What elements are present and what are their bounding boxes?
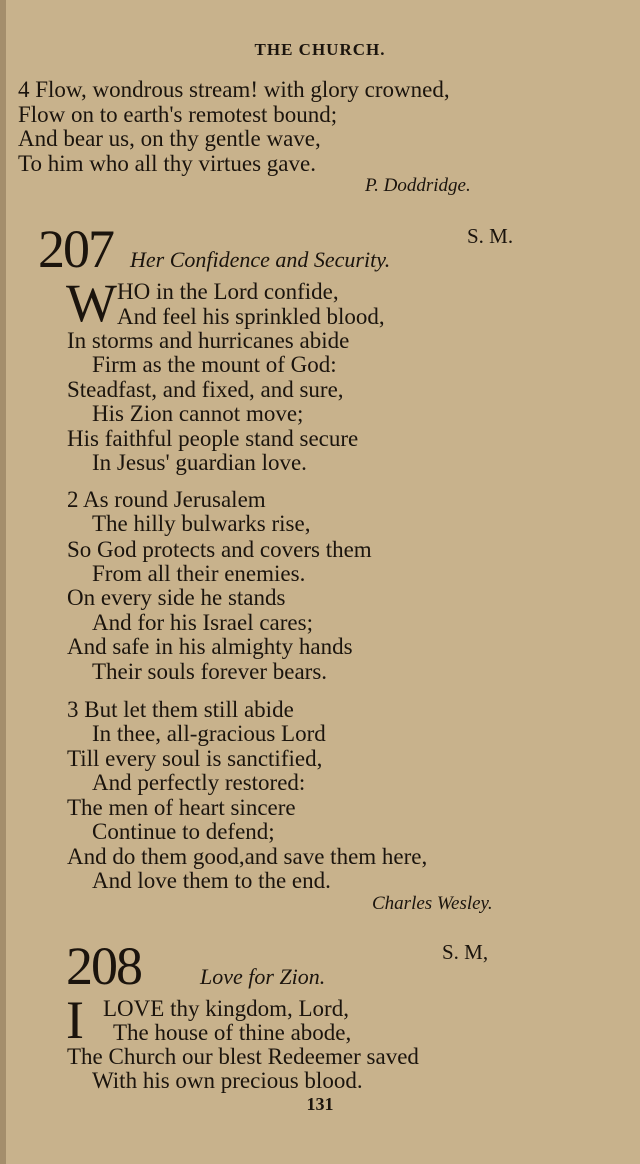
author-attribution: P. Doddridge. (365, 175, 471, 196)
verse-line: And feel his sprinkled blood, (117, 304, 385, 329)
page-edge (0, 0, 6, 1164)
verse-line: And perfectly restored: (92, 770, 306, 795)
page-number: 131 (306, 1094, 334, 1114)
verse-line: Firm as the mount of God: (92, 352, 337, 377)
verse-line: In thee, all-gracious Lord (92, 721, 326, 746)
drop-cap: W (66, 273, 117, 333)
drop-cap: I (66, 990, 84, 1050)
verse-line: 3 But let them still abide (67, 697, 294, 722)
verse-line: With his own precious blood. (92, 1068, 363, 1093)
verse-line: And bear us, on thy gentle wave, (18, 126, 321, 151)
verse-line: 4 Flow, wondrous stream! with glory crowned, (18, 77, 450, 102)
verse-line: Flow on to earth's remotest bound; (18, 102, 338, 127)
verse-line: And do them good,and save them here, (67, 844, 428, 869)
hymn-meter: S. M. (467, 224, 514, 248)
hymn-number: 207 (38, 219, 113, 279)
hymn-title: Her Confidence and Security. (130, 247, 391, 272)
verse-line: The house of thine abode, (113, 1020, 352, 1045)
hymn-meter: S. M, (442, 940, 489, 964)
author-attribution: Charles Wesley. (372, 893, 493, 914)
verse-line: His Zion cannot move; (92, 401, 304, 426)
hymn-number: 208 (66, 936, 141, 996)
verse-line: On every side he stands (67, 585, 286, 610)
verse-line: From all their enemies. (92, 561, 306, 586)
hymn-title: Love for Zion. (200, 964, 326, 989)
running-header: THE CHURCH. (254, 40, 386, 59)
verse-line: In Jesus' guardian love. (92, 450, 307, 475)
verse-line: So God protects and covers them (67, 537, 372, 562)
verse-line: Their souls forever bears. (92, 659, 328, 684)
verse-line: The hilly bulwarks rise, (92, 511, 311, 536)
verse-line: The Church our blest Redeemer saved (67, 1044, 419, 1069)
verse-line: 2 As round Jerusalem (67, 487, 266, 512)
verse-line: And safe in his almighty hands (67, 634, 353, 659)
verse-line: To him who all thy virtues gave. (18, 151, 316, 176)
verse-line: Steadfast, and fixed, and sure, (67, 377, 344, 402)
verse-line: The men of heart sincere (67, 795, 296, 820)
verse-line: Till every soul is sanctified, (67, 746, 323, 771)
verse-line: His faithful people stand secure (67, 426, 359, 451)
verse-line: HO in the Lord confide, (117, 279, 339, 304)
verse-line: In storms and hurricanes abide (67, 328, 350, 353)
verse-line: LOVE thy kingdom, Lord, (103, 996, 349, 1021)
verse-line: Continue to defend; (92, 819, 275, 844)
verse-line: And for his Israel cares; (92, 610, 313, 635)
verse-line: And love them to the end. (92, 868, 331, 893)
